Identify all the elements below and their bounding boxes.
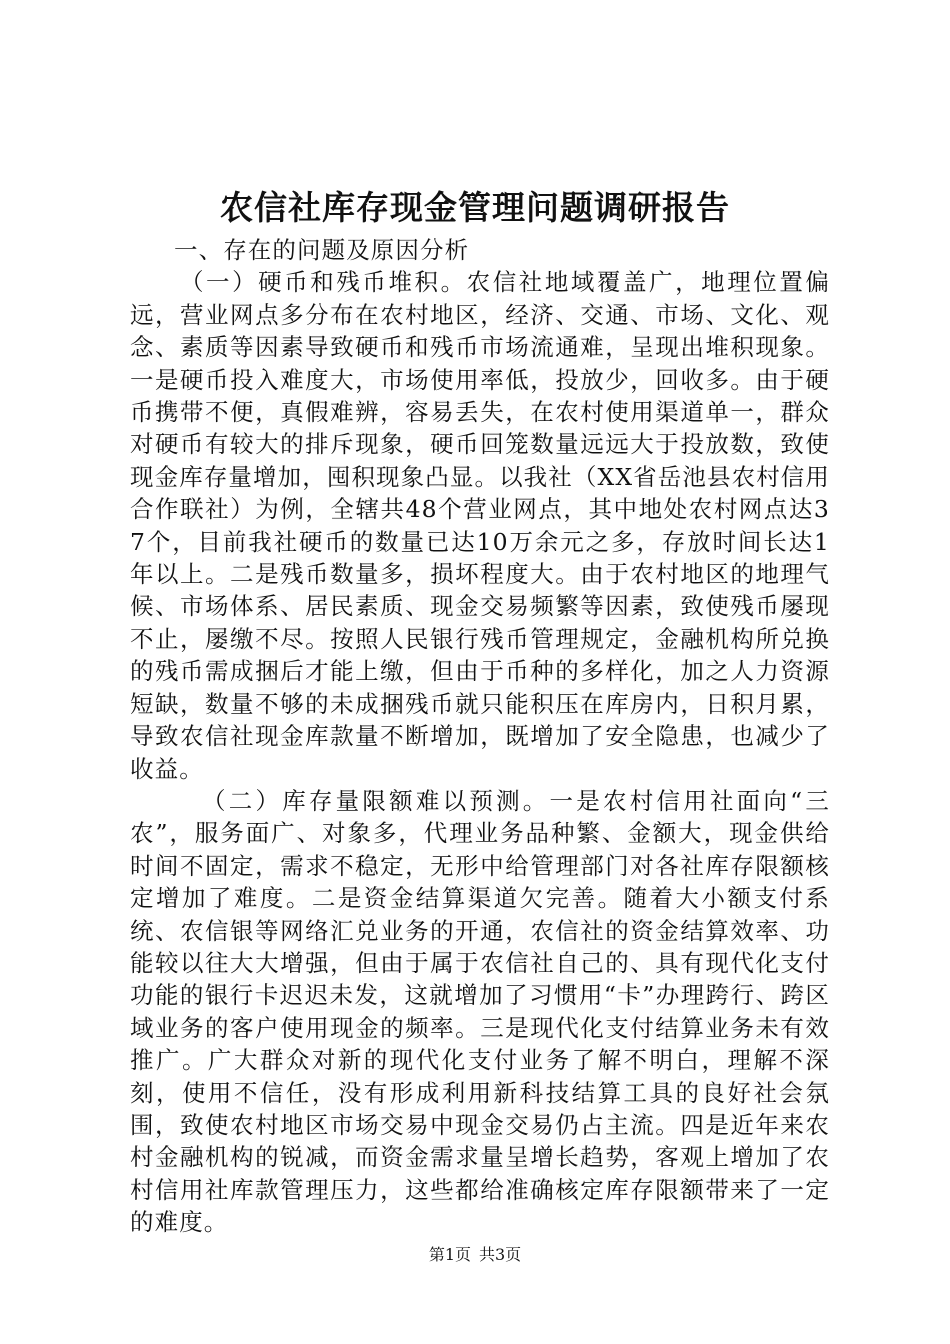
page-total: 共3页 [479, 1245, 522, 1264]
page-footer [0, 1244, 950, 1266]
document-title: 农信社库存现金管理问题调研报告 [220, 188, 730, 227]
page-number: 第1页 [428, 1245, 471, 1264]
paragraph-inventory-limit: （二）库存量限额难以预测。一是农村信用社面向“三农”，服务面广、对象多，代理业务品种繁、金额大，现金供给时间不固定，需求不稳定，无形中给管理部门对各社库存限额核定增加了难度。二是资金结算渠道欠完善。随着大小额支付系统、农信银等网络汇兑业务的开通，农信社的资金结算效率、功能较以往大大增强，但由于属于农信社自己的、具有现代化支付功能的银行卡迟迟未发，这就增加了习惯用“卡”办理跨行、跨区域业务的客户使用现金的频率。三是现代化支付结算业务未有效推广。广大群众对新的现代化支付业务了解不明白，理解不深刻，使用不信任，没有形成利用新科技结算工具的良好社会氛围，致使农村地区市场交易中现金交易仍占主流。四是近年来农村金融机构的锐减，而资金需求量呈增长趋势，客观上增加了农村信用社库款管理压力，这些都给准确核定库存限额带来了一定的难度。 [130, 786, 830, 1237]
document-body [130, 234, 830, 1239]
section-heading: 一、存在的问题及原因分析 [174, 236, 470, 264]
paragraph-coins-and-damaged-notes: （一）硬币和残币堆积。农信社地域覆盖广，地理位置偏远，营业网点多分布在农村地区，经济、交通、市场、文化、观念、素质等因素导致硬币和残币市场流通难，呈现出堆积现象。一是硬币投入难度大，市场使用率低，投放少，回收多。由于硬币携带不便，真假难辨，容易丢失，在农村使用渠道单一，群众对硬币有较大的排斥现象，硬币回笼数量远远大于投放数，致使现金库存量增加，囤积现象凸显。以我社（XX省岳池县农村信用合作联社）为例，全辖共48个营业网点，其中地处农村网点达37个，目前我社硬币的数量已达10万余元之多，存放时间长达1年以上。二是残币数量多，损坏程度大。由于农村地区的地理气候、市场体系、居民素质、现金交易频繁等因素，致使残币屡现不止，屡缴不尽。按照人民银行残币管理规定，金融机构所兑换的残币需成捆后才能上缴，但由于币种的多样化，加之人力资源短缺，数量不够的未成捆残币就只能积压在库房内，日积月累，导致农信社现金库款量不断增加，既增加了安全隐患，也减少了收益。 [130, 268, 830, 783]
